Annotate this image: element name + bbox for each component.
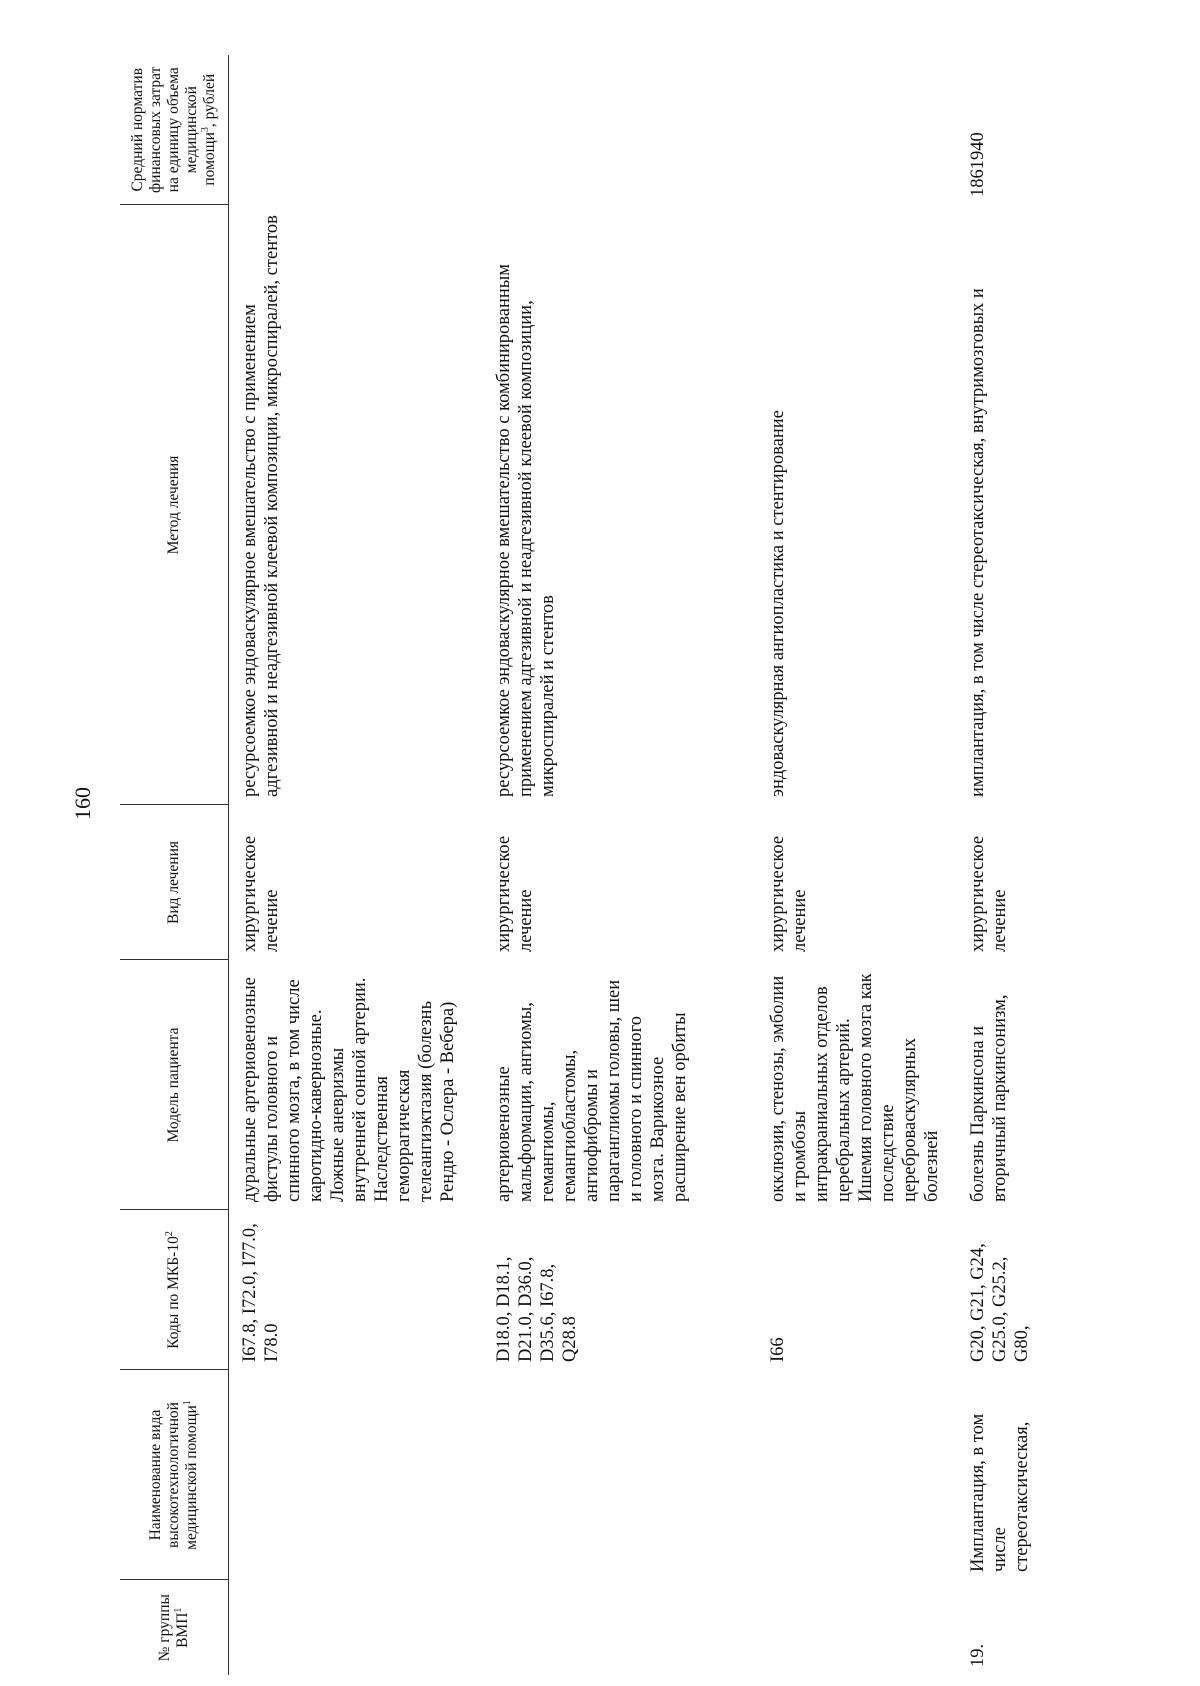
- header-kind: Вид лечения: [120, 805, 229, 960]
- cell-method: ресурсоемкое эндоваскулярное вмешательство с применением адгезивной и неадгезивной клеевой композиции, микроспиралей, стентов: [240, 215, 282, 797]
- table-row: [483, 55, 757, 1675]
- cell-group-no: 19.: [968, 1643, 988, 1667]
- header-group-no: № группы ВМП$^1$: [120, 1580, 229, 1675]
- header-codes: Коды по МКБ-$10^2$: [120, 1210, 229, 1370]
- cell-group-no: [757, 1580, 957, 1675]
- cell-method: ресурсоемкое эндоваскулярное вмешательство с комбинированным применением адгезивной и неадгезивной клеевой композиции, микроспиралей и стентов: [494, 264, 558, 797]
- cell-kind: хирургическое лечение: [240, 835, 282, 952]
- cell-cost: 1861940: [968, 132, 988, 197]
- table-row: [757, 55, 957, 1675]
- cell-model: окклюзии, стенозы, эмболии и тромбозы интракраниальных отделов церебральных артерий. Ишемия головного мозга как последствие цереброваскулярных болезней: [768, 973, 942, 1202]
- cell-codes: D18.0, D18.1, D21.0, D36.0, D35.6, I67.8, Q28.8: [494, 1256, 580, 1362]
- cell-group-no: [229, 1580, 484, 1675]
- header-cost: Средний норматив финансовых затрат на единицу объема медицинской помощи$^3$, рублей: [120, 55, 229, 205]
- cell-method: эндоваскулярная ангиопластика и стентирование: [768, 410, 788, 797]
- table-row: [229, 55, 484, 1675]
- header-row: [120, 55, 229, 1675]
- rotated-table-container: [120, 55, 1120, 1675]
- cell-codes: I66: [768, 1337, 788, 1362]
- cell-cost: [757, 55, 957, 205]
- cell-kind: хирургическое лечение: [968, 835, 1010, 952]
- cell-codes: I67.8, I72.0, I77.0, I78.0: [240, 1223, 282, 1362]
- vmp-table: [120, 55, 1061, 1675]
- cell-kind: хирургическое лечение: [494, 835, 536, 952]
- header-name: Наименование вида высокотехнологичной медицинской помощи$^1$: [120, 1370, 229, 1580]
- table-row: [957, 55, 1061, 1675]
- cell-codes: G20, G21, G24, G25.0, G25.2, G80,: [968, 1243, 1032, 1362]
- cell-model: дуральные артериовенозные фистулы головного и спинного мозга, в том числе каротидно-кавернозные. Ложные аневризмы внутренней сонной артерии. Наследственная геморрагическая телеангиэктазия (болезнь Рендю - Ослера - Вебера): [240, 977, 458, 1202]
- page-number: 160: [70, 787, 95, 820]
- cell-cost: [483, 55, 757, 205]
- cell-name: Имплантация, в том числе стереотаксическая,: [968, 1413, 1032, 1572]
- cell-model: болезнь Паркинсона и вторичный паркинсонизм,: [968, 994, 1010, 1202]
- cell-name: [229, 1370, 484, 1580]
- cell-method: имплантация, в том числе стереотаксическая, внутримозговых и: [968, 288, 988, 797]
- cell-cost: [229, 55, 484, 205]
- header-method: Метод лечения: [120, 205, 229, 805]
- cell-model: артериовенозные мальформации, ангиомы, гемангиомы, гемангиобластомы, ангиофибромы и параганглиомы головы, шеи и головного и спинного мозга. Варикозное расширение вен орбиты: [494, 979, 690, 1202]
- cell-group-no: [483, 1580, 757, 1675]
- cell-kind: хирургическое лечение: [768, 835, 810, 952]
- header-model: Модель пациента: [120, 960, 229, 1210]
- cell-name: [757, 1370, 957, 1580]
- cell-name: [483, 1370, 757, 1580]
